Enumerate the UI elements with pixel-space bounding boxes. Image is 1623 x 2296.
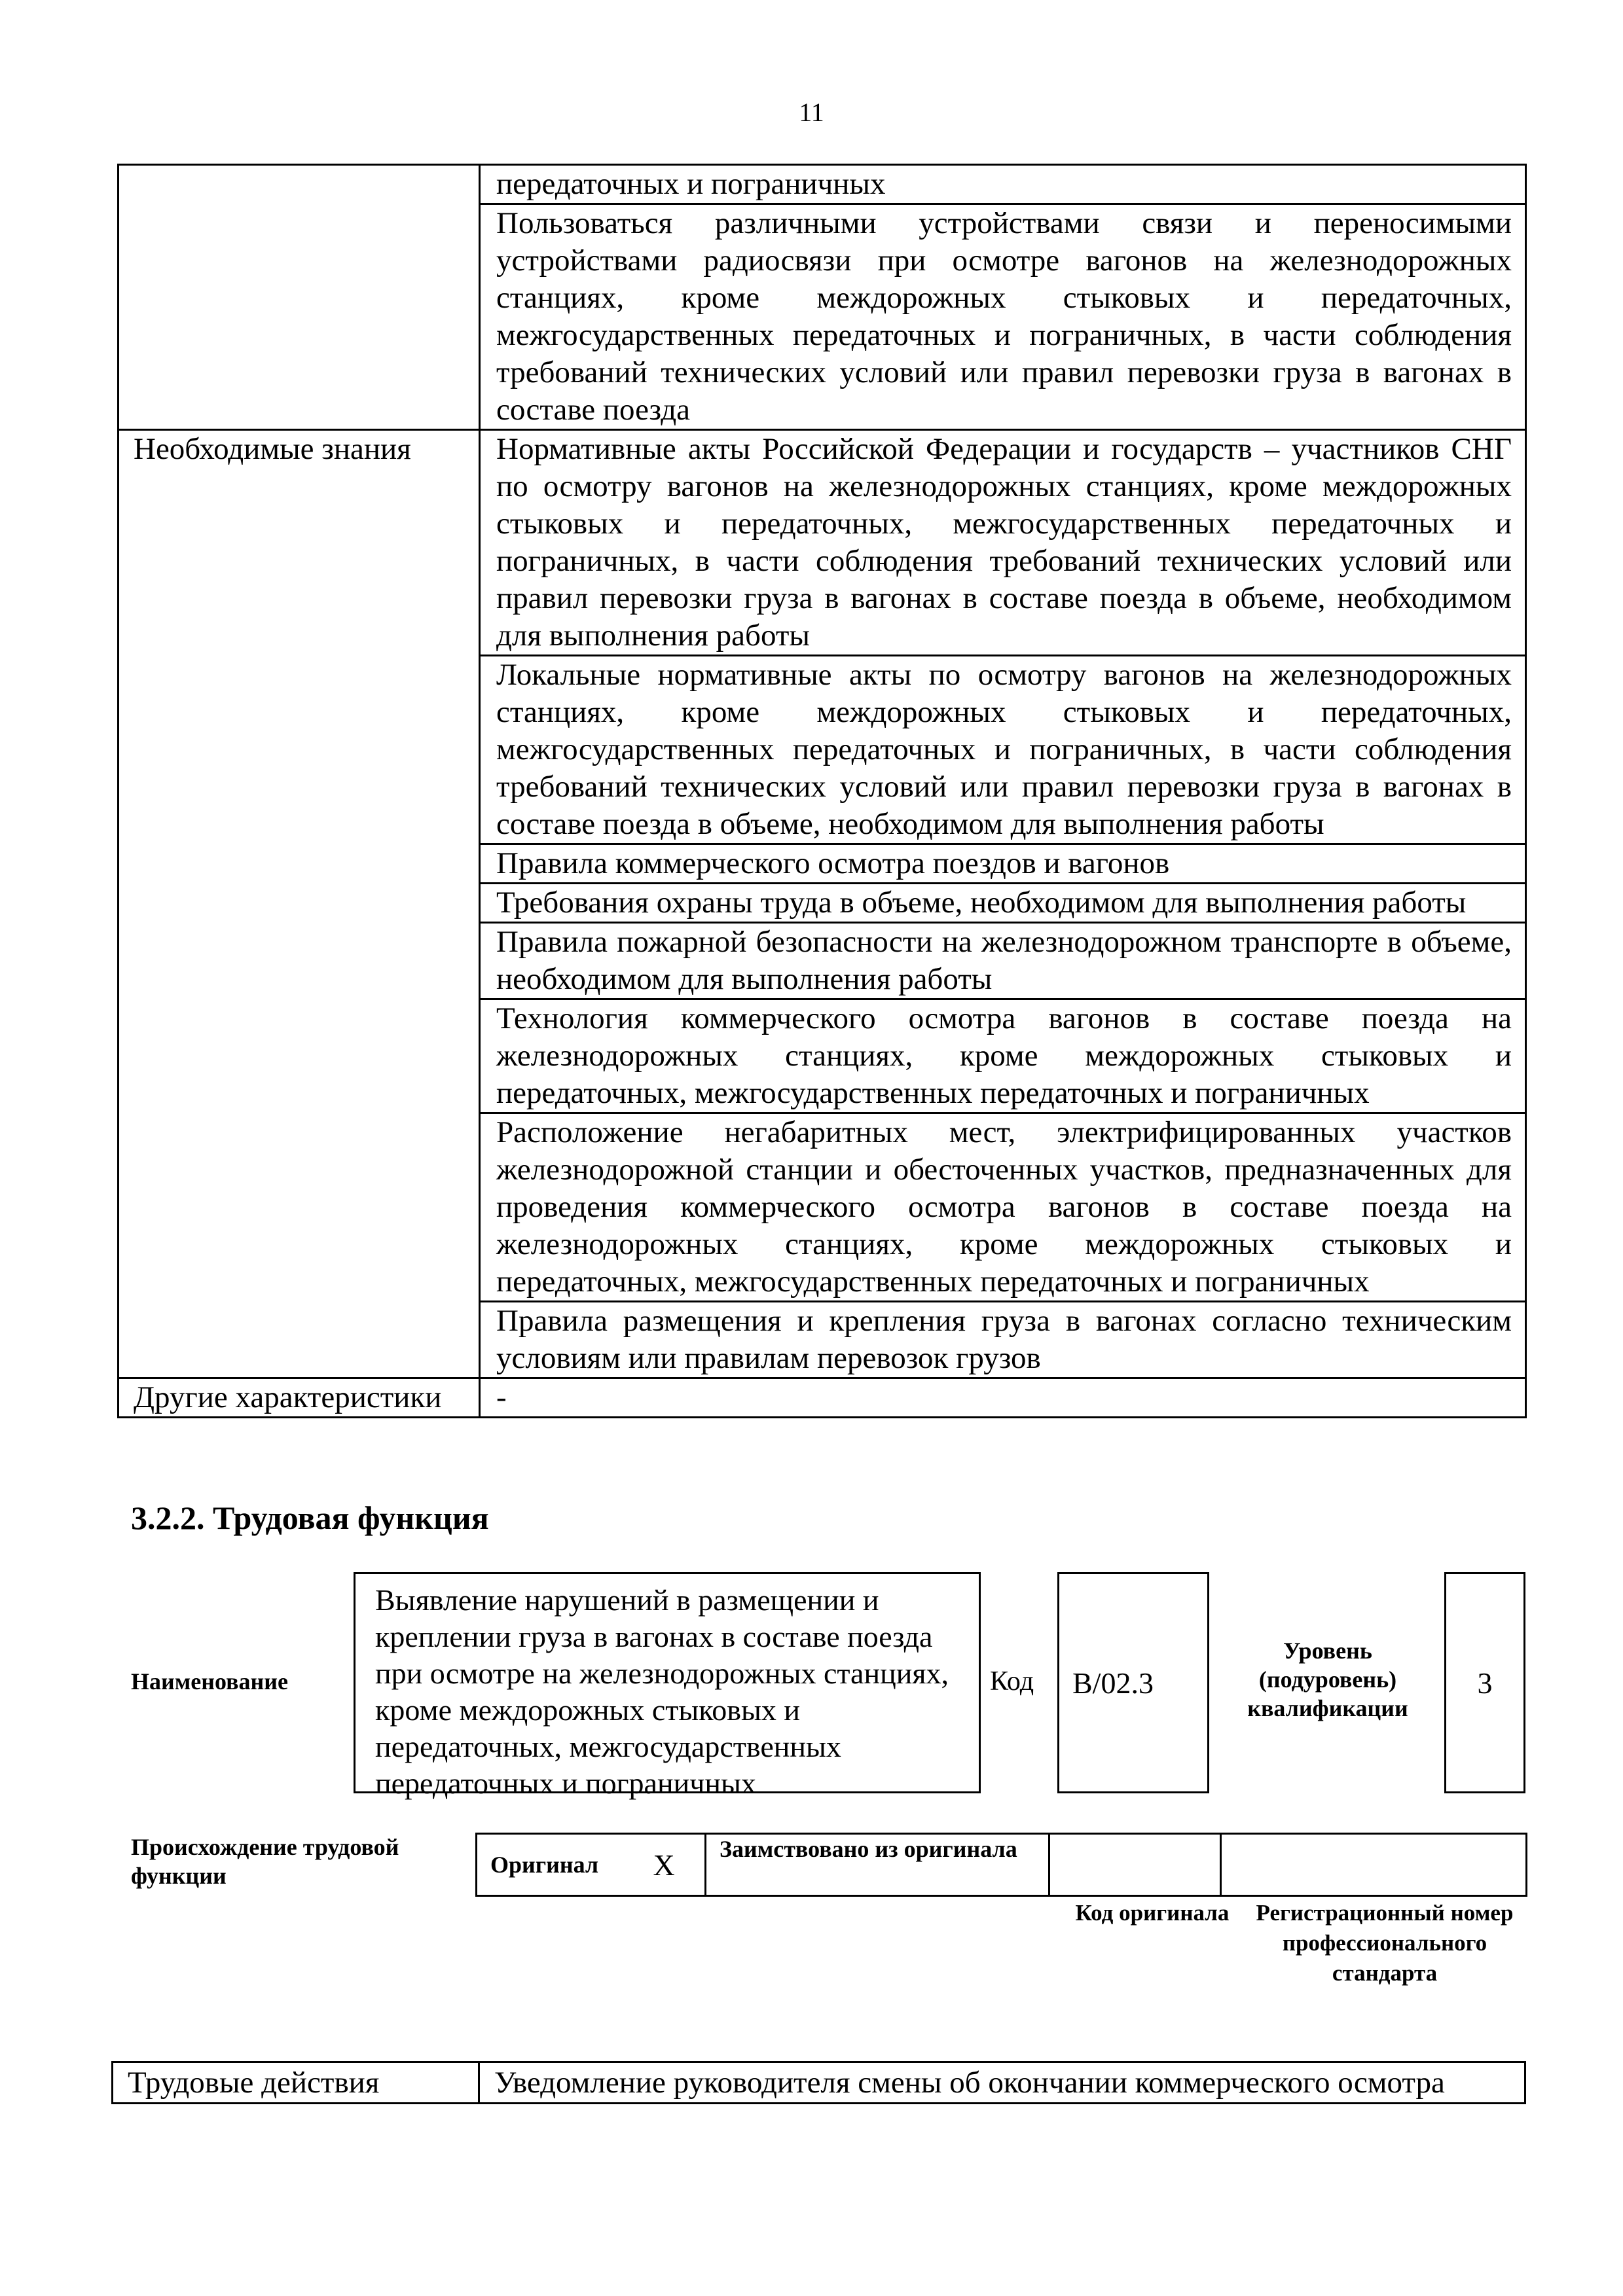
row-text: Пользоваться различными устройствами связи и переносимыми устройствами радиосвязи при осмотре вагонов на железнодорожных станциях, кроме междорожных стыковых и передаточных, межгосударственных передаточных и пограничных, в части соблюдения требований технических условий или правил перевозки груза в вагонах в составе поезда	[480, 204, 1526, 430]
name-label: Наименование	[131, 1668, 288, 1695]
section-title: 3.2.2. Трудовая функция	[131, 1499, 489, 1536]
table-row	[119, 430, 1526, 656]
knowledge-table	[117, 164, 1527, 1418]
table-row	[119, 165, 1526, 204]
original-code-cell	[1049, 1834, 1221, 1896]
code-label: Код	[990, 1666, 1034, 1696]
level-label: Уровень (подуровень) квалификации	[1247, 1638, 1408, 1721]
row-text: передаточных и пограничных	[480, 165, 1526, 204]
actions-label: Трудовые действия	[113, 2062, 479, 2104]
actions-text: Уведомление руководителя смены об окончании коммерческого осмотра	[479, 2062, 1525, 2104]
level-value-box: 3	[1444, 1572, 1525, 1793]
reg-caption: Регистрационный номер профессионального стандарта	[1256, 1900, 1514, 1986]
row-label: Необходимые знания	[119, 430, 480, 1378]
page-number: 11	[799, 98, 824, 127]
row-text: Технология коммерческого осмотра вагонов в составе поезда на железнодорожных станциях, кроме междорожных стыковых и передаточных, межгосударственных передаточных и пограничных	[480, 999, 1526, 1113]
row-text: Нормативные акты Российской Федерации и государств – участников СНГ по осмотру вагонов на железнодорожных станциях, кроме междорожных стыковых и передаточных, межгосударственных передаточных и пограничных, в части соблюдения требований технических условий или правил перевозки груза в вагонах в составе поезда в объеме, необходимом для выполнения работы	[480, 430, 1526, 656]
row-text: Правила коммерческого осмотра поездов и вагонов	[480, 844, 1526, 884]
row-label	[119, 165, 480, 430]
row-text: -	[480, 1378, 1526, 1418]
row-text: Расположение негабаритных мест, электрифицированных участков железнодорожной станции и обесточенных участков, предназначенных для проведения коммерческого осмотра вагонов в составе поезда на железнодорожных станциях, кроме междорожных стыковых и передаточных, межгосударственных передаточных и пограничных	[480, 1113, 1526, 1302]
original-mark: X	[653, 1834, 706, 1896]
actions-table	[111, 2061, 1526, 2104]
row-label: Другие характеристики	[119, 1378, 480, 1418]
reg-number-cell	[1221, 1834, 1527, 1896]
borrowed-label: Заимствовано из оригинала	[706, 1834, 1049, 1896]
row-text: Правила размещения и крепления груза в вагонах согласно техническим условиям или правилам перевозок грузов	[480, 1302, 1526, 1378]
row-text: Локальные нормативные акты по осмотру вагонов на железнодорожных станциях, кроме междорожных стыковых и передаточных, межгосударственных передаточных и пограничных, в части соблюдения требований технических условий или правил перевозки груза в вагонах в составе поезда в объеме, необходимом для выполнения работы	[480, 656, 1526, 844]
table-row	[119, 1378, 1526, 1418]
origin-table	[475, 1833, 1527, 1897]
code-caption: Код оригинала	[1075, 1900, 1230, 1926]
row-text: Правила пожарной безопасности на железнодорожном транспорте в объеме, необходимом для выполнения работы	[480, 923, 1526, 999]
function-name-box: Выявление нарушений в размещении и креплении груза в вагонах в составе поезда при осмотре на железнодорожных станциях, кроме междорожных стыковых и передаточных, межгосударственных передаточных и пограничных	[354, 1572, 981, 1793]
original-label: Оригинал	[477, 1834, 653, 1896]
code-value-box: B/02.3	[1057, 1572, 1209, 1793]
origin-label: Происхождение трудовой функции	[131, 1834, 399, 1889]
row-text: Требования охраны труда в объеме, необходимом для выполнения работы	[480, 884, 1526, 923]
